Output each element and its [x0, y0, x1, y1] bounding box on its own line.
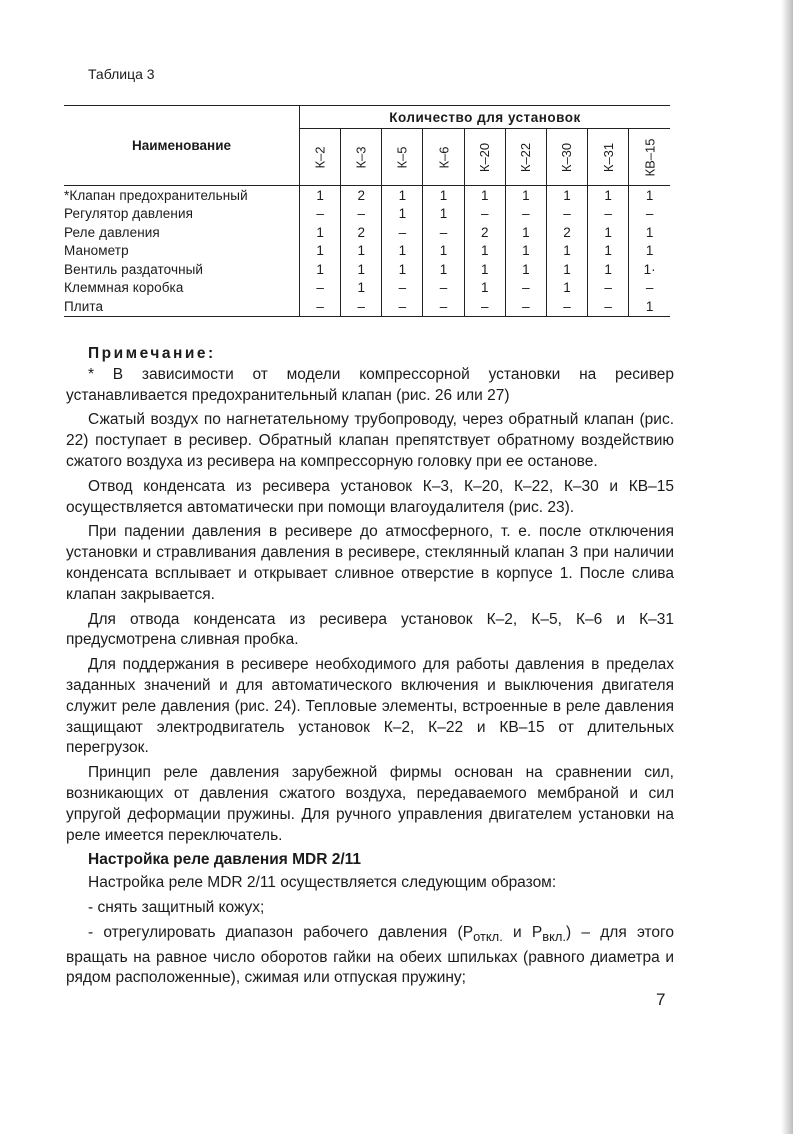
table-row — [64, 297, 670, 316]
paragraph-1: Сжатый воздух по нагнетательному трубопроводу, через обратный клапан (рис. 22) поступает в ресивер. Обратный клапан препятствует обратному воздействию сжатого воздуха из ресивера на компрессорную головку при ее останове. — [66, 411, 674, 470]
item-name: Реле давления — [64, 223, 300, 242]
quantity-cell: 1 — [382, 260, 423, 279]
quantity-cell: – — [341, 205, 382, 224]
quantity-cell: 1 — [505, 260, 546, 279]
section-intro: Настройка реле MDR 2/11 осуществляется следующим образом: — [88, 874, 557, 892]
quantity-cell: – — [505, 205, 546, 224]
table-row — [64, 279, 670, 298]
quantity-cell: 1 — [423, 205, 464, 224]
quantity-cell: 1 — [300, 260, 341, 279]
table-caption: Таблица 3 — [88, 66, 155, 82]
paragraph-5: Для поддержания в ресивере необходимого для работы давления в пределах заданных значений и для автоматического включения и выключения двигателя служит реле давления (рис. 24). Тепловые элементы, встроенные в реле давления защищают электродвигатель установок К–2, К–22 и КВ–15 от длительных перегрузок. — [66, 656, 674, 757]
model-label: К–30 — [559, 142, 575, 172]
quantity-cell: 1 — [300, 242, 341, 261]
quantity-cell: – — [423, 297, 464, 316]
quantity-cell: 1 — [464, 186, 505, 205]
quantity-cell: 1 — [546, 186, 587, 205]
body-text — [66, 344, 674, 993]
paragraph-2: Отвод конденсата из ресивера установок К–3, К–20, К–22, К–30 и КВ–15 осуществляется автоматически при помощи влагоудалителя (рис. 23). — [66, 477, 674, 516]
model-label: К–3 — [353, 145, 369, 169]
quantity-cell: 2 — [341, 186, 382, 205]
quantity-cell: 1 — [382, 186, 423, 205]
quantity-cell: 1 — [588, 260, 629, 279]
paragraph-4: Для отвода конденсата из ресивера установок К–2, К–5, К–6 и К–31 предусмотрена сливная пробка. — [66, 610, 674, 649]
quantity-cell: – — [588, 205, 629, 224]
name-column-header: Наименование — [64, 106, 300, 186]
quantity-cell: 1 — [300, 223, 341, 242]
step-1: - снять защитный кожух; — [88, 898, 265, 916]
step-2-part-b: и P — [502, 923, 543, 941]
quantity-cell: 2 — [464, 223, 505, 242]
note-text: * В зависимости от модели компрессорной установки на ресивер устанавливается предохранительный клапан (рис. 26 или 27) — [66, 365, 674, 404]
model-header — [588, 129, 629, 186]
quantity-cell: – — [505, 297, 546, 316]
table-body — [64, 186, 670, 317]
quantity-cell: 1· — [643, 261, 656, 277]
model-label: К–2 — [312, 145, 328, 169]
table-row — [64, 223, 670, 242]
model-header — [505, 129, 546, 186]
quantity-cell: 1 — [546, 279, 587, 298]
item-name: *Клапан предохранительный — [64, 186, 300, 205]
quantity-cell: – — [464, 297, 505, 316]
quantity-cell: 1 — [300, 186, 341, 205]
model-label: К–5 — [394, 145, 410, 169]
quantity-cell: – — [645, 206, 654, 222]
quantity-cell: 1 — [645, 187, 654, 203]
note-title: Примечание: — [88, 345, 216, 362]
quantity-cell: 1 — [645, 224, 654, 240]
quantity-cell: – — [645, 280, 654, 296]
quantity-cell: – — [505, 279, 546, 298]
quantity-group-header: Количество для установок — [300, 106, 671, 129]
quantity-cell: – — [300, 279, 341, 298]
quantity-cell: 1 — [588, 242, 629, 261]
quantity-cell: 1 — [464, 279, 505, 298]
model-header — [464, 129, 505, 186]
item-name: Вентиль раздаточный — [64, 260, 300, 279]
quantity-cell: 1 — [546, 260, 587, 279]
quantity-cell: 1 — [382, 242, 423, 261]
quantity-cell: – — [423, 223, 464, 242]
quantity-cell: 1 — [588, 186, 629, 205]
model-header — [300, 129, 341, 186]
page-edge-shadow — [781, 0, 793, 1134]
item-name: Регулятор давления — [64, 205, 300, 224]
quantity-cell: – — [382, 279, 423, 298]
quantity-cell: – — [546, 297, 587, 316]
step-2-sub-off: откл. — [473, 928, 503, 944]
item-name: Плита — [64, 297, 300, 316]
quantity-cell: 1 — [341, 260, 382, 279]
step-2 — [66, 923, 674, 989]
model-label: К–20 — [477, 142, 493, 172]
quantity-cell: – — [382, 297, 423, 316]
model-header — [629, 129, 670, 186]
model-header — [546, 129, 587, 186]
quantity-cell: 2 — [546, 223, 587, 242]
quantity-cell: – — [382, 223, 423, 242]
quantity-cell: 1 — [505, 242, 546, 261]
quantity-cell: 1 — [645, 243, 654, 259]
paragraph-6: Принцип реле давления зарубежной фирмы основан на сравнении сил, возникающих от давления сжатого воздуха, передаваемого мембраной и сил упругой деформации пружины. Для ручного управления двигателем установки на реле имеется переключатель. — [66, 764, 674, 844]
step-2-part-c: ) – для этого вращать на равное число оборотов гайки на обеих шпильках (равного диаметра и рядом расположенные), сжимая или отпуская пружину; — [66, 923, 674, 987]
quantity-cell: 1 — [423, 186, 464, 205]
equipment-table — [64, 105, 670, 317]
quantity-cell: 1 — [505, 223, 546, 242]
quantity-cell: 1 — [341, 242, 382, 261]
quantity-cell: – — [300, 205, 341, 224]
quantity-cell: – — [588, 297, 629, 316]
item-name: Манометр — [64, 242, 300, 261]
model-header — [382, 129, 423, 186]
quantity-cell: 1 — [505, 186, 546, 205]
quantity-cell: – — [546, 205, 587, 224]
table-row — [64, 186, 670, 205]
quantity-cell: 1 — [423, 260, 464, 279]
model-label: К–31 — [600, 142, 616, 172]
quantity-cell: – — [423, 279, 464, 298]
step-2-sub-on: вкл. — [542, 928, 566, 944]
table-row — [64, 242, 670, 261]
quantity-cell: 1 — [464, 242, 505, 261]
quantity-cell: 1 — [423, 242, 464, 261]
model-label: КВ–15 — [642, 138, 658, 176]
step-2-part-a: - отрегулировать диапазон рабочего давления (P — [88, 923, 474, 941]
model-header — [341, 129, 382, 186]
quantity-cell: 1 — [382, 205, 423, 224]
quantity-cell: 1 — [629, 297, 670, 316]
section-heading: Настройка реле давления MDR 2/11 — [88, 851, 362, 869]
quantity-cell: 1 — [464, 260, 505, 279]
paragraph-3: При падении давления в ресивере до атмосферного, т. е. после отключения установки и стравливания давления в ресивере, стеклянный клапан 3 при наличии конденсата всплывает и открывает сливное отверстие в корпусе 1. После слива клапан закрывается. — [66, 523, 674, 603]
table-row — [64, 205, 670, 224]
table-row — [64, 260, 670, 279]
quantity-cell: 1 — [341, 279, 382, 298]
page-number: 7 — [656, 990, 666, 1009]
quantity-cell: – — [464, 205, 505, 224]
quantity-cell: – — [341, 297, 382, 316]
quantity-cell: – — [300, 297, 341, 316]
quantity-cell: 2 — [341, 223, 382, 242]
quantity-cell: 1 — [588, 223, 629, 242]
model-label: К–22 — [518, 142, 534, 172]
model-label: К–6 — [436, 145, 452, 169]
item-name: Клеммная коробка — [64, 279, 300, 298]
model-header — [423, 129, 464, 186]
quantity-cell: 1 — [546, 242, 587, 261]
quantity-cell: – — [588, 279, 629, 298]
